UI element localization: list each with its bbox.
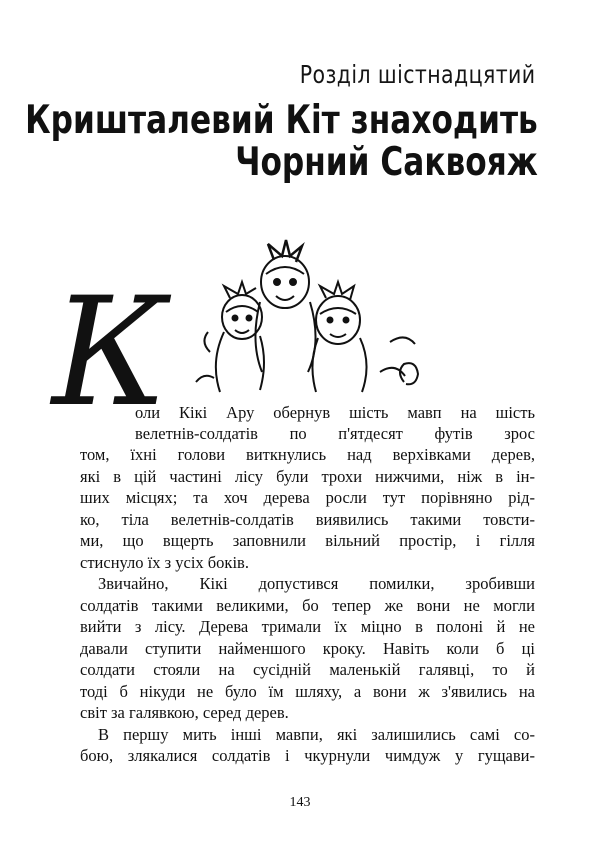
page-number: 143 (289, 795, 311, 810)
text-line: світ за галявкою, серед дерев. (80, 703, 289, 722)
chapter-title (25, 100, 538, 184)
chapter-label: Розділ шістнадцятий (300, 60, 536, 89)
text-line: ших місцях; та хоч дерева росли тут порівняно рід- (80, 488, 535, 507)
text-line: ко, тіла велетнів-солдатів виявились такими товсти- (80, 510, 535, 529)
text-line: оли Кікі Ару обернув шість мавп на шість (135, 403, 535, 422)
monkeys-illustration (190, 232, 450, 402)
text-line: які в цій частині лісу були трохи нижчими, ніж в ін- (80, 467, 535, 486)
text-line: тоді б нікуди не було їм шляху, а вони ж з'явились на (80, 682, 535, 701)
text-line: стиснуло їх з усіх боків. (80, 553, 249, 572)
text-line: давали ступити найменшого кроку. Навіть коли б ці (80, 639, 535, 658)
chapter-title-line-2: Чорний Саквояж (235, 140, 539, 185)
text-line: В першу мить інші мавпи, які залишились самі со- (98, 725, 535, 744)
monkey-brow-center (266, 267, 304, 274)
text-line: бою, злякалися солдатів і чкурнули чимдуж у гущави- (80, 746, 535, 765)
chapter-title-line-1: Кришталевий Кіт знаходить (25, 98, 538, 143)
text-line: велетнів-солдатів по п'ятдесят футів зрос (135, 424, 535, 443)
text-line: ми, що вщерть заповнили вільний простір, і гілля (80, 531, 535, 550)
text-line: вийти з лісу. Дерева тримали їх міцно в полоні й не (80, 617, 535, 636)
text-line: Звичайно, Кікі допустився помилки, зробивши (98, 574, 535, 593)
text-line: солдати стояли на сусідній маленькій галявці, то й (80, 660, 535, 679)
text-line: солдатів такими великими, бо тепер же вони не могли (80, 596, 535, 615)
drop-cap-letter: К (52, 266, 169, 440)
text-line: том, їхні голови виткнулись над верхівками дерев, (80, 445, 535, 464)
